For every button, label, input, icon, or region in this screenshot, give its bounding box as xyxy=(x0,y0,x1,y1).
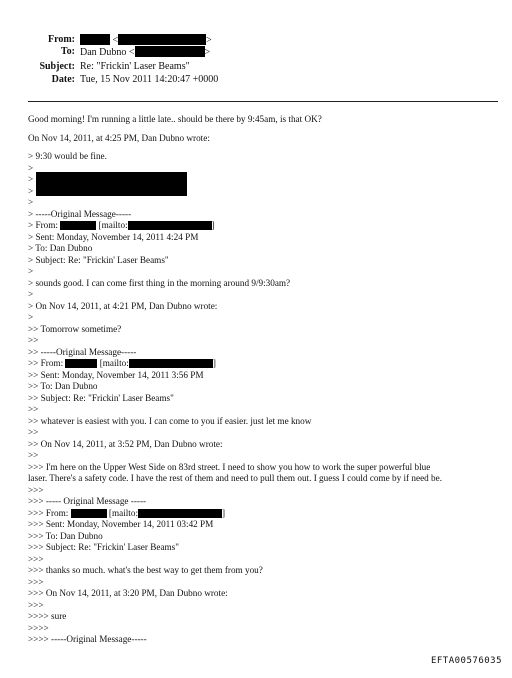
body-line: >> Tomorrow sometime? xyxy=(28,323,122,334)
body-line: >>> xyxy=(28,599,44,610)
body-line: > xyxy=(28,312,34,322)
mailto-suffix: ] xyxy=(211,220,215,230)
body-line: On Nov 14, 2011, at 4:25 PM, Dan Dubno wrote: xyxy=(28,132,210,143)
body-line: >> To: Dan Dubno xyxy=(28,381,98,391)
from-value: < > xyxy=(80,34,212,47)
body-line: >> xyxy=(28,335,39,345)
from-prefix: >>> From: xyxy=(28,507,71,518)
body-line-from xyxy=(28,220,498,232)
to-label: To: xyxy=(60,46,75,57)
body-line: > Sent: Monday, November 14, 2011 4:24 PM xyxy=(28,231,199,242)
from-prefix: > From: xyxy=(28,220,61,230)
body-line: > To: Dan Dubno xyxy=(28,243,93,253)
body-line: > xyxy=(28,174,34,184)
body-line: >>>> -----Original Message----- xyxy=(28,634,147,644)
redaction-box xyxy=(80,34,110,45)
body-line: >> -----Original Message----- xyxy=(28,346,137,357)
mailto-suffix: ] xyxy=(222,507,226,518)
redaction-box xyxy=(65,359,97,368)
body-line: > xyxy=(28,266,34,276)
body-line-from xyxy=(28,358,498,370)
mailto-suffix: ] xyxy=(212,358,216,368)
body-line: >> On Nov 14, 2011, at 3:52 PM, Dan Dubno wrote: xyxy=(28,438,223,449)
body-line: >> xyxy=(28,427,39,437)
body-line: >>>> sure xyxy=(28,611,67,621)
mailto-prefix: [mailto: xyxy=(106,507,138,518)
body-line: > On Nov 14, 2011, at 4:21 PM, Dan Dubno wrote: xyxy=(28,300,218,311)
body-line: laser. There's a safety code. I have the rest of them and need to pull them out. I guess I could come by if need be. xyxy=(28,473,443,483)
body-line: >>>> xyxy=(28,622,49,633)
body-line: >>> xyxy=(28,553,44,564)
from-prefix: >> From: xyxy=(28,358,66,368)
body-line: >>> Subject: Re: "Frickin' Laser Beams" xyxy=(28,542,180,552)
redaction-box xyxy=(138,509,222,518)
body-line: >>> xyxy=(28,484,44,495)
date-value: Tue, 15 Nov 2011 14:20:47 +0000 xyxy=(80,74,219,85)
body-line: > 9:30 would be fine. xyxy=(28,151,107,161)
redaction-box xyxy=(128,221,212,230)
body-line: >> Sent: Monday, November 14, 2011 3:56 PM xyxy=(28,369,204,380)
body-line: > sounds good. I can come first thing in the morning around 9/9:30am? xyxy=(28,277,291,288)
mailto-prefix: [mailto: xyxy=(96,220,128,230)
redaction-box xyxy=(118,34,206,45)
body-line: > xyxy=(28,162,34,173)
subject-label: Subject: xyxy=(39,61,75,72)
to-value: Dan Dubno < > xyxy=(80,47,211,58)
date-label: Date: xyxy=(51,74,75,85)
body-line: >>> Sent: Monday, November 14, 2011 03:42 PM xyxy=(28,519,214,529)
to-name: Dan Dubno xyxy=(80,47,127,58)
from-label: From: xyxy=(47,34,75,45)
body-line: >>> thanks so much. what's the best way to get them from you? xyxy=(28,565,263,575)
body-line: >> xyxy=(28,450,39,460)
body-line: >>> ----- Original Message ----- xyxy=(28,496,147,506)
document-id: EFTA00576035 xyxy=(430,656,502,666)
body-line: > xyxy=(28,185,34,196)
body-line: >> Subject: Re: "Frickin' Laser Beams" xyxy=(28,392,174,403)
body-line: Good morning! I'm running a little late.. should be there by 9:45am, is that OK? xyxy=(28,114,322,124)
body-line: >>> On Nov 14, 2011, at 3:20 PM, Dan Dubno wrote: xyxy=(28,588,228,598)
body-line: > -----Original Message----- xyxy=(28,208,132,219)
body-line: > xyxy=(28,289,34,299)
redaction-box xyxy=(135,46,205,57)
body-line: >>> To: Dan Dubno xyxy=(28,530,103,541)
header-divider xyxy=(28,101,498,102)
subject-value: Re: "Frickin' Laser Beams" xyxy=(80,61,190,72)
body-line: > Subject: Re: "Frickin' Laser Beams" xyxy=(28,254,169,265)
body-line: >>> xyxy=(28,576,44,587)
body-line: >> xyxy=(28,404,39,414)
body-line: >>> I'm here on the Upper West Side on 83rd street. I need to show you how to work the super powerful blue xyxy=(28,461,431,472)
body-line: >> whatever is easiest with you. I can come to you if easier. just let me know xyxy=(28,415,312,426)
redaction-box xyxy=(60,221,96,230)
redaction-block xyxy=(36,172,187,196)
redaction-box xyxy=(129,359,213,368)
body-line: > xyxy=(28,197,34,207)
mailto-prefix: [mailto: xyxy=(97,358,129,368)
redaction-box xyxy=(71,509,107,518)
body-line-from xyxy=(28,508,498,520)
